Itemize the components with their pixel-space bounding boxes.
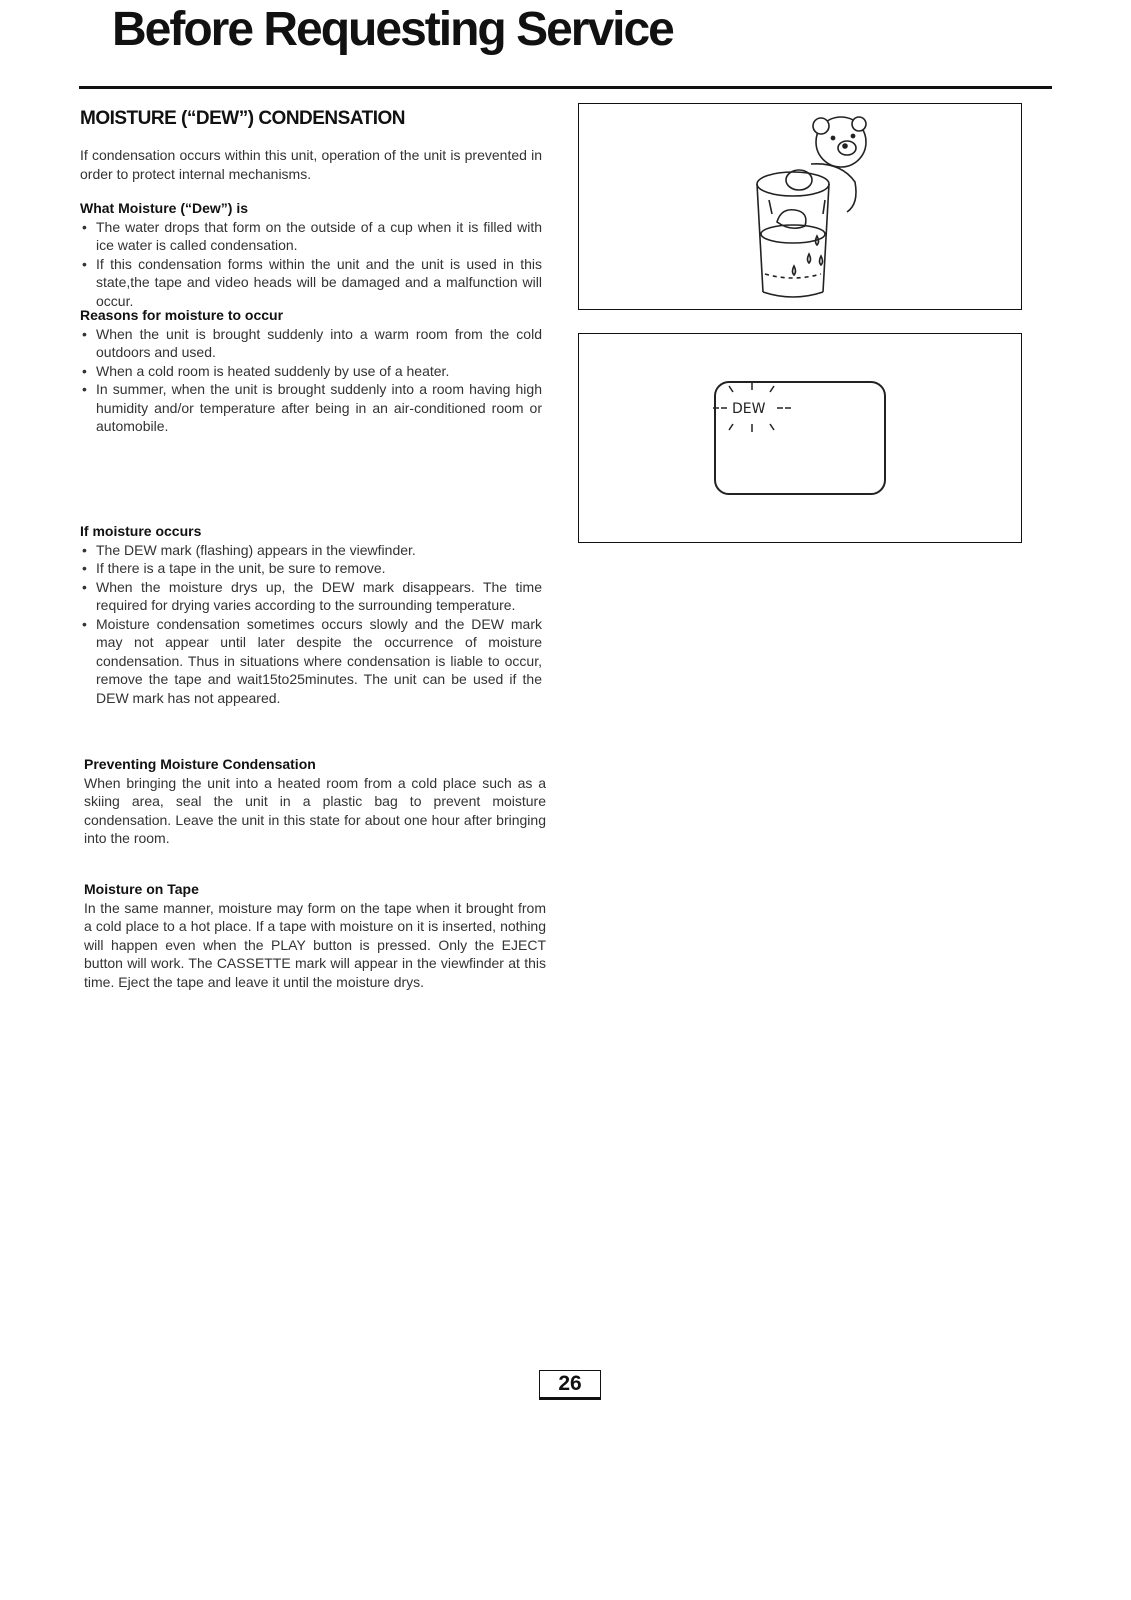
preventing-heading: Preventing Moisture Condensation [84,756,316,772]
intro-paragraph [80,146,542,183]
list-item: • When the unit is brought suddenly into a warm room from the cold outdoors and used. [80,325,542,362]
preventing-block [84,755,546,848]
what-is-list [80,218,542,311]
on-tape-text: In the same manner, moisture may form on the tape when it brought from a cold place to a hot place. If a tape with moisture on it is inserted, nothing will happen even when the PLAY button is pressed. Only the EJECT button will work. The CASSETTE mark will appear in the viewfinder at this time. Eject the tape and leave it until the moisture drys. [84,899,546,990]
if-occurs-list [80,541,542,708]
dew-mark: DEW [732,401,766,417]
viewfinder-screen [579,334,1021,542]
what-is-block [80,199,542,310]
on-tape-block [84,880,546,991]
list-item: • In summer, when the unit is brought suddenly into a room having high humidity and/or temperature after being in an air-conditioned room or automobile. [80,380,542,436]
list-item: • If this condensation forms within the unit and the unit is used in this state,the tape and video heads will be damaged and a malfunction will occur. [80,255,542,311]
bear-cup-illustration [579,104,1021,309]
reasons-heading: Reasons for moisture to occur [80,307,284,323]
list-item: • When a cold room is heated suddenly by use of a heater. [80,362,542,381]
on-tape-heading: Moisture on Tape [84,881,199,897]
reasons-block [80,306,542,436]
if-occurs-block [80,522,542,707]
preventing-text: When bringing the unit into a heated room from a cold place such as a skiing area, seal the unit in a plastic bag to prevent moisture condensation. Leave the unit in this state for about one hour after bringing into the room. [84,774,546,846]
section-title: MOISTURE (“DEW”) CONDENSATION [80,108,406,129]
page-number: 26 [539,1370,601,1400]
viewfinder-illustration-box [578,333,1022,543]
list-item: • The water drops that form on the outside of a cup when it is filled with ice water is called condensation. [80,218,542,255]
what-is-heading: What Moisture (“Dew”) is [80,200,249,216]
list-item: • Moisture condensation sometimes occurs slowly and the DEW mark may not appear until later despite the occurrence of moisture condensation. Thus in situations where condensation is liable to occur, remove the tape and wait15to25minutes. The unit can be used if the DEW mark has not appeared. [80,615,542,708]
reasons-list [80,325,542,436]
page-title: Before Requesting Service [112,3,673,56]
list-item: • If there is a tape in the unit, be sure to remove. [80,559,542,578]
intro-text: If condensation occurs within this unit, operation of the unit is prevented in order to protect internal mechanisms. [80,147,542,182]
list-item: • The DEW mark (flashing) appears in the viewfinder. [80,541,542,560]
title-rule [79,86,1052,89]
list-item: • When the moisture drys up, the DEW mark disappears. The time required for drying varies according to the surrounding temperature. [80,578,542,615]
cup-illustration-box [578,103,1022,310]
if-occurs-heading: If moisture occurs [80,523,202,539]
